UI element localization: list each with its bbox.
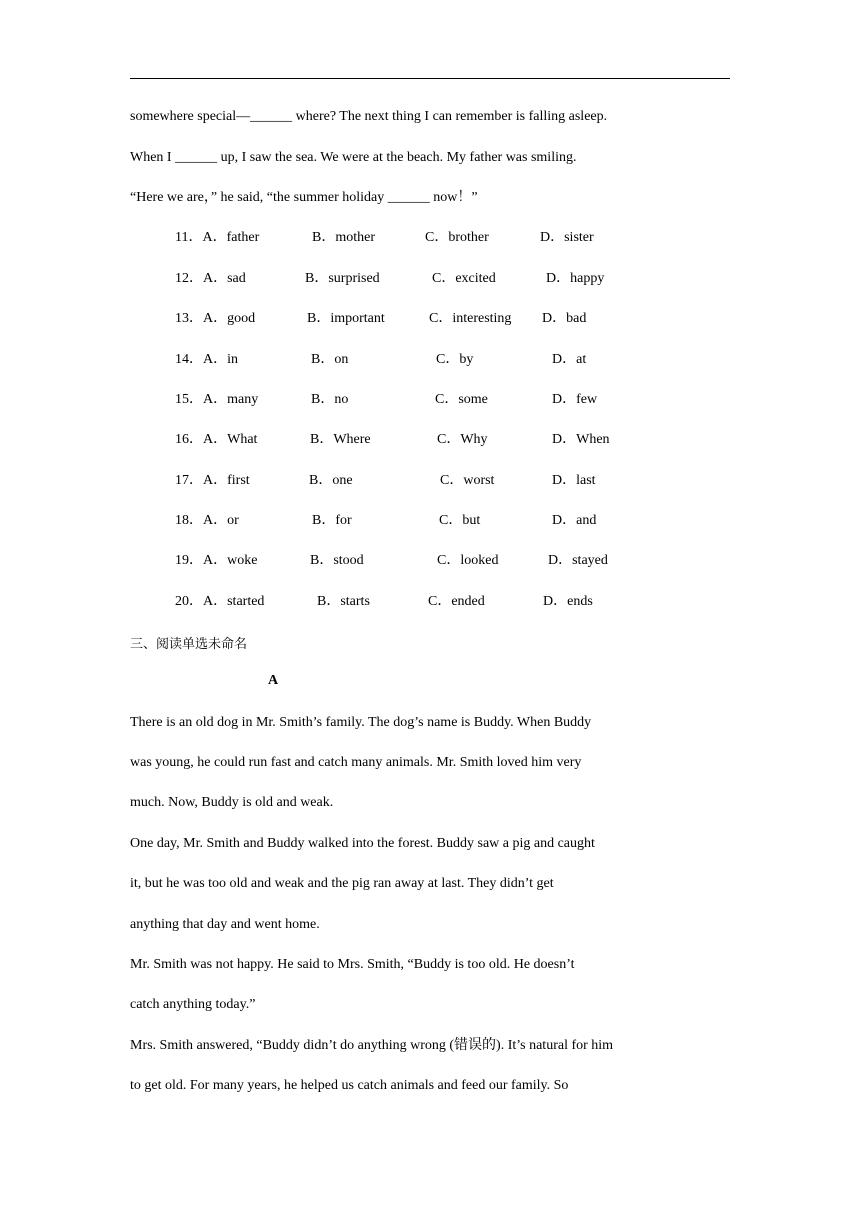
question-16-number-and-option-a: 16．A．What (175, 432, 258, 447)
question-15-option-b: B．no (311, 392, 349, 407)
question-14-option-b: B．on (311, 352, 349, 367)
passage-line: catch anything today.” (130, 997, 256, 1012)
question-13-option-b: B．important (307, 311, 385, 326)
question-11-option-c: C．brother (425, 230, 489, 245)
question-15-option-d: D．few (552, 392, 598, 407)
question-19-option-d: D．stayed (548, 553, 608, 568)
passage-line: much. Now, Buddy is old and weak. (130, 795, 334, 810)
question-12-option-c: C．excited (432, 271, 496, 286)
question-15-option-c: C．some (435, 392, 488, 407)
passage-line: One day, Mr. Smith and Buddy walked into the forest. Buddy saw a pig and caught (130, 836, 595, 851)
passage-line: anything that day and went home. (130, 917, 320, 932)
passage-line: There is an old dog in Mr. Smith’s family. The dog’s name is Buddy. When Buddy (130, 715, 592, 730)
question-13-number-and-option-a: 13．A．good (175, 311, 256, 326)
question-18-option-c: C．but (439, 513, 481, 528)
question-19-option-b: B．stood (310, 553, 364, 568)
question-13-option-c: C．interesting (429, 311, 512, 326)
passage-line: to get old. For many years, he helped us catch animals and feed our family. So (130, 1078, 569, 1093)
question-12-option-d: D．happy (546, 271, 605, 286)
question-12-number-and-option-a: 12．A．sad (175, 271, 246, 286)
intro-line: somewhere special—______ where? The next thing I can remember is falling asleep. (130, 109, 608, 124)
question-16-option-b: B．Where (310, 432, 371, 447)
question-19-option-c: C．looked (437, 553, 499, 568)
question-20-option-c: C．ended (428, 594, 485, 609)
question-18-option-d: D．and (552, 513, 597, 528)
question-16-option-d: D．When (552, 432, 610, 447)
question-17-option-b: B．one (309, 473, 353, 488)
question-20-option-d: D．ends (543, 594, 593, 609)
question-18-number-and-option-a: 18．A．or (175, 513, 239, 528)
question-17-option-d: D．last (552, 473, 596, 488)
header-rule (130, 78, 730, 79)
question-15-number-and-option-a: 15．A．many (175, 392, 259, 407)
intro-line: “Here we are，” he said, “the summer holiday ______ now！” (130, 190, 478, 205)
question-17-option-c: C．worst (440, 473, 495, 488)
question-16-option-c: C．Why (437, 432, 488, 447)
question-14-option-d: D．at (552, 352, 587, 367)
question-20-number-and-option-a: 20．A．started (175, 594, 265, 609)
question-11-option-b: B．mother (312, 230, 375, 245)
question-14-option-c: C．by (436, 352, 474, 367)
passage-title: A (268, 673, 279, 688)
question-20-option-b: B．starts (317, 594, 370, 609)
passage-line: Mrs. Smith answered, “Buddy didn’t do anything wrong (错误的). It’s natural for him (130, 1038, 614, 1053)
question-13-option-d: D．bad (542, 311, 587, 326)
intro-line: When I ______ up, I saw the sea. We were at the beach. My father was smiling. (130, 150, 577, 165)
passage-line: it, but he was too old and weak and the pig ran away at last. They didn’t get (130, 876, 554, 891)
section-heading: 三、阅读单选未命名 (130, 637, 248, 652)
passage-line: Mr. Smith was not happy. He said to Mrs. Smith, “Buddy is too old. He doesn’t (130, 957, 575, 972)
question-11-option-d: D．sister (540, 230, 594, 245)
question-12-option-b: B．surprised (305, 271, 380, 286)
passage-line: was young, he could run fast and catch many animals. Mr. Smith loved him very (130, 755, 582, 770)
question-19-number-and-option-a: 19．A．woke (175, 553, 258, 568)
question-17-number-and-option-a: 17．A．first (175, 473, 250, 488)
question-11-number-and-option-a: 11．A．father (175, 230, 260, 245)
question-14-number-and-option-a: 14．A．in (175, 352, 238, 367)
question-18-option-b: B．for (312, 513, 352, 528)
